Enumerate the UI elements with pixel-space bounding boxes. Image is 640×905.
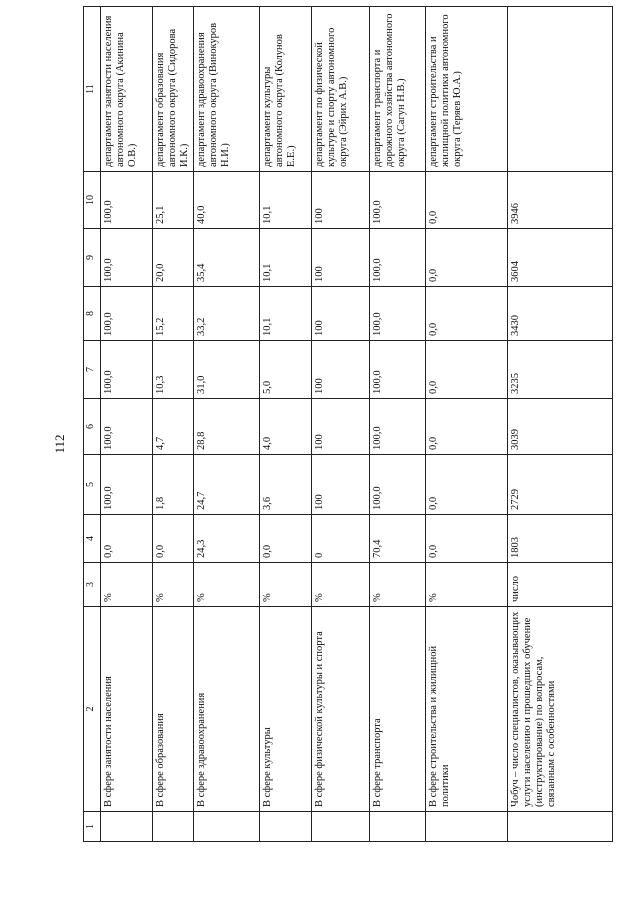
indicator-name-cell: В сфере здравоохранения	[194, 607, 260, 812]
responsible-cell: департамент транспорта и дорожного хозяйства автономного округа (Сагун Н.В.)	[370, 7, 426, 172]
value-cell: 3,6	[260, 455, 312, 515]
value-cell: 10,1	[260, 287, 312, 341]
header-cell: 3	[84, 563, 101, 607]
unit-cell: %	[426, 563, 508, 607]
value-cell: 10,1	[260, 172, 312, 229]
header-cell: 2	[84, 607, 101, 812]
value-cell: 100	[312, 399, 370, 455]
table-row	[260, 7, 312, 842]
table-row	[153, 7, 194, 842]
header-cell: 11	[84, 7, 101, 172]
header-cell: 8	[84, 287, 101, 341]
value-cell: 25,1	[153, 172, 194, 229]
indicator-name-cell: В сфере транспорта	[370, 607, 426, 812]
value-cell: 100,0	[370, 229, 426, 287]
value-cell: 0	[312, 515, 370, 563]
unit-cell: %	[194, 563, 260, 607]
value-cell: 10,1	[260, 229, 312, 287]
value-cell: 100,0	[101, 341, 153, 399]
value-cell: 3430	[508, 287, 613, 341]
value-cell: 40,0	[194, 172, 260, 229]
value-cell: 0,0	[426, 287, 508, 341]
value-cell: 100,0	[101, 229, 153, 287]
value-cell: 0,0	[426, 515, 508, 563]
table-row	[426, 7, 508, 842]
row-number-cell	[194, 812, 260, 842]
value-cell: 4,0	[260, 399, 312, 455]
row-number-cell	[260, 812, 312, 842]
value-cell: 3946	[508, 172, 613, 229]
value-cell: 3235	[508, 341, 613, 399]
value-cell: 0,0	[153, 515, 194, 563]
value-cell: 3604	[508, 229, 613, 287]
rotated-page	[83, 7, 613, 842]
row-number-cell	[508, 812, 613, 842]
row-number-cell	[153, 812, 194, 842]
value-cell: 100	[312, 341, 370, 399]
value-cell: 24,3	[194, 515, 260, 563]
header-cell: 1	[84, 812, 101, 842]
responsible-cell: департамент по физической культуре и спорту автономного округа (Эйрих А.В.)	[312, 7, 370, 172]
value-cell: 5,0	[260, 341, 312, 399]
responsible-cell: департамент образования автономного округа (Сидорова И.К.)	[153, 7, 194, 172]
header-cell: 10	[84, 172, 101, 229]
header-cell: 6	[84, 399, 101, 455]
value-cell: 100,0	[101, 287, 153, 341]
responsible-cell: департамент здравоохранения автономного округа (Винокуров Н.И.)	[194, 7, 260, 172]
indicator-name-cell: В сфере образования	[153, 607, 194, 812]
header-cell: 4	[84, 515, 101, 563]
unit-cell: %	[260, 563, 312, 607]
value-cell: 100	[312, 287, 370, 341]
value-cell: 31,0	[194, 341, 260, 399]
value-cell: 0,0	[426, 399, 508, 455]
value-cell: 0,0	[426, 229, 508, 287]
value-cell: 100,0	[101, 455, 153, 515]
value-cell: 20,0	[153, 229, 194, 287]
value-cell: 100	[312, 229, 370, 287]
header-cell: 5	[84, 455, 101, 515]
value-cell: 100,0	[370, 455, 426, 515]
unit-cell: %	[312, 563, 370, 607]
indicator-name-cell: В сфере занятости населения	[101, 607, 153, 812]
value-cell: 2729	[508, 455, 613, 515]
value-cell: 70,4	[370, 515, 426, 563]
value-cell: 33,2	[194, 287, 260, 341]
value-cell: 100,0	[370, 341, 426, 399]
value-cell: 100	[312, 172, 370, 229]
indicator-name-cell: В сфере культуры	[260, 607, 312, 812]
row-number-cell	[312, 812, 370, 842]
value-cell: 28,8	[194, 399, 260, 455]
value-cell: 100	[312, 455, 370, 515]
indicator-name-cell: В сфере физической культуры и спорта	[312, 607, 370, 812]
value-cell: 100,0	[101, 399, 153, 455]
value-cell: 0,0	[426, 341, 508, 399]
value-cell: 1,8	[153, 455, 194, 515]
responsible-cell	[508, 7, 613, 172]
header-cell: 9	[84, 229, 101, 287]
value-cell: 24,7	[194, 455, 260, 515]
value-cell: 10,3	[153, 341, 194, 399]
header-cell: 7	[84, 341, 101, 399]
indicator-name-cell: Чобуч – число специалистов, оказывающих услуги населению и прошедших обучение (инструктирование) по вопросам, связанным с особенностями	[508, 607, 613, 812]
unit-cell: число	[508, 563, 613, 607]
responsible-cell: департамент культуры автономного округа (Колунов Е.Е.)	[260, 7, 312, 172]
table-row	[508, 7, 613, 842]
row-number-cell	[370, 812, 426, 842]
table-row	[194, 7, 260, 842]
table-row	[370, 7, 426, 842]
value-cell: 15,2	[153, 287, 194, 341]
value-cell: 0,0	[426, 172, 508, 229]
unit-cell: %	[153, 563, 194, 607]
page-number: 112	[52, 434, 67, 454]
row-number-cell	[426, 812, 508, 842]
indicator-name-cell: В сфере строительства и жилищной политики	[426, 607, 508, 812]
value-cell: 3039	[508, 399, 613, 455]
responsible-cell: департамент занятости населения автономного округа (Акинина О.В.)	[101, 7, 153, 172]
unit-cell: %	[370, 563, 426, 607]
table-row	[312, 7, 370, 842]
value-cell: 100,0	[370, 172, 426, 229]
indicators-table	[83, 6, 613, 842]
value-cell: 4,7	[153, 399, 194, 455]
header-row	[84, 7, 101, 842]
value-cell: 0,0	[260, 515, 312, 563]
value-cell: 0,0	[426, 455, 508, 515]
value-cell: 1803	[508, 515, 613, 563]
table-row	[101, 7, 153, 842]
value-cell: 100,0	[370, 287, 426, 341]
row-number-cell	[101, 812, 153, 842]
value-cell: 100,0	[101, 172, 153, 229]
responsible-cell: департамент строительства и жилищной политики автономного округа (Теряев Ю.А.)	[426, 7, 508, 172]
unit-cell: %	[101, 563, 153, 607]
value-cell: 35,4	[194, 229, 260, 287]
value-cell: 0,0	[101, 515, 153, 563]
value-cell: 100,0	[370, 399, 426, 455]
